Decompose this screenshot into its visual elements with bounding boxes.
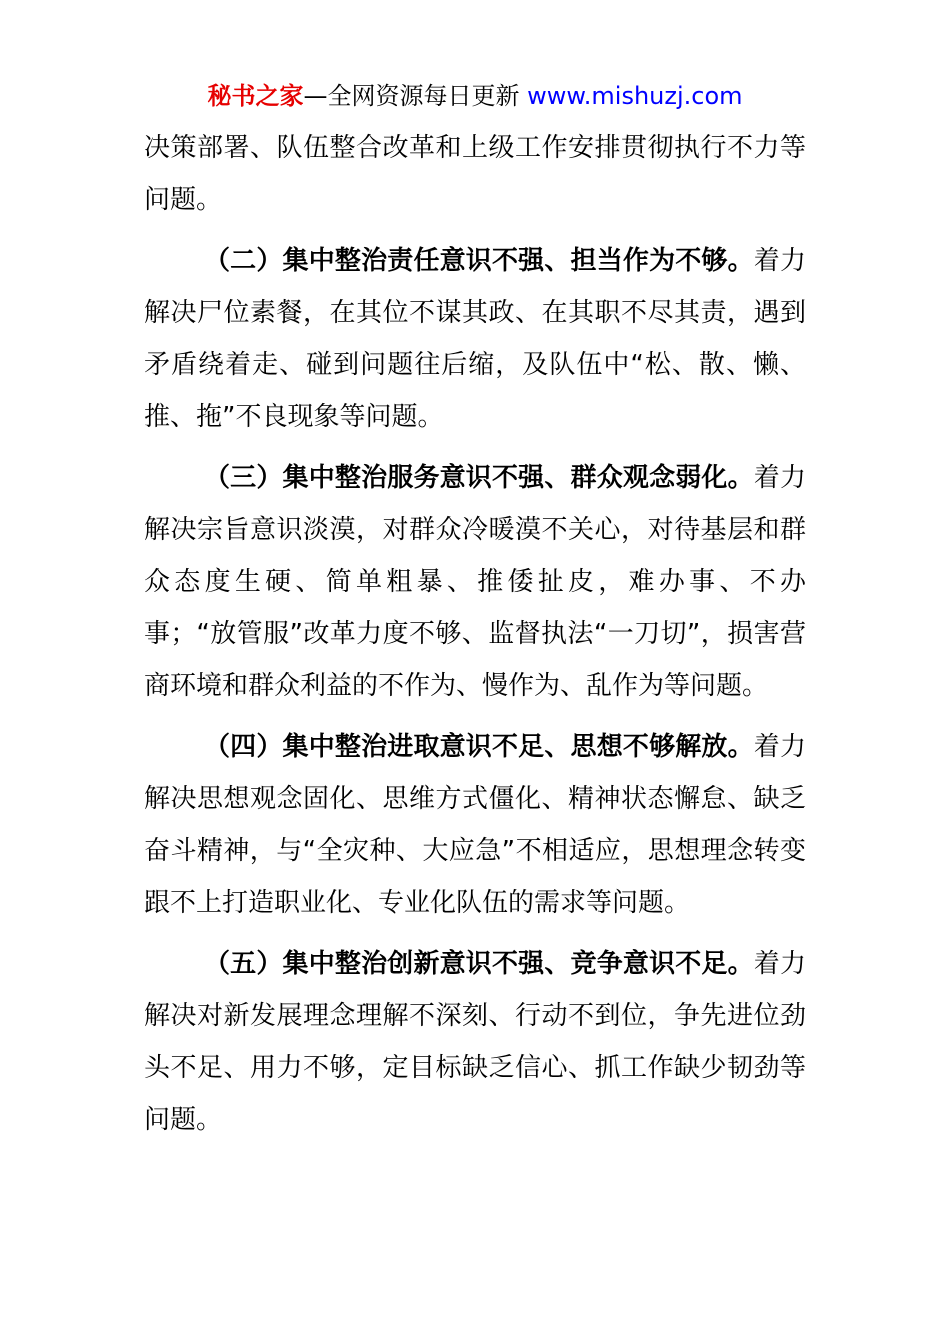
- paragraph-item-5: [144, 938, 806, 1147]
- paragraph-body: 着力解决思想观念固化、思维方式僵化、精神状态懈怠、缺乏奋斗精神，与“全灾种、大应急”不相适应，思想理念转变跟不上打造职业化、专业化队伍的需求等问题。: [144, 731, 806, 919]
- paragraph-item-2: [144, 235, 806, 444]
- site-tagline: —全网资源每日更新: [303, 82, 520, 110]
- document-body: [144, 122, 806, 1147]
- paragraph-continuation: [144, 122, 806, 226]
- paragraph-body: 着力解决对新发展理念理解不深刻、行动不到位，争先进位劲头不足、用力不够，定目标缺乏信心、抓工作缺少韧劲等问题。: [144, 948, 806, 1136]
- site-url-link[interactable]: www.mishuzj.com: [527, 82, 743, 110]
- paragraph-heading: （五）集中整治创新意识不强、竞争意识不足。: [204, 948, 754, 979]
- paragraph-heading: （二）集中整治责任意识不强、担当作为不够。: [204, 245, 754, 276]
- paragraph-heading: （四）集中整治进取意识不足、思想不够解放。: [204, 731, 754, 762]
- paragraph-body: 着力解决宗旨意识淡漠，对群众冷暖漠不关心，对待基层和群众态度生硬、简单粗暴、推倭扯皮，难办事、不办事；“放管服”改革力度不够、监督执法“一刀切”，损害营商环境和群众利益的不作为、慢作为、乱作为等问题。: [144, 462, 806, 702]
- page-header: [0, 80, 950, 112]
- site-brand: 秘书之家: [207, 82, 304, 110]
- paragraph-item-4: [144, 721, 806, 930]
- paragraph-item-3: [144, 452, 806, 713]
- paragraph-heading: （三）集中整治服务意识不强、群众观念弱化。: [204, 462, 754, 493]
- paragraph-body: 决策部署、队伍整合改革和上级工作安排贯彻执行不力等问题。: [144, 133, 806, 216]
- paragraph-body: 着力解决尸位素餐，在其位不谋其政、在其职不尽其责，遇到矛盾绕着走、碰到问题往后缩，及队伍中“松、散、懒、推、拖”不良现象等问题。: [144, 245, 806, 433]
